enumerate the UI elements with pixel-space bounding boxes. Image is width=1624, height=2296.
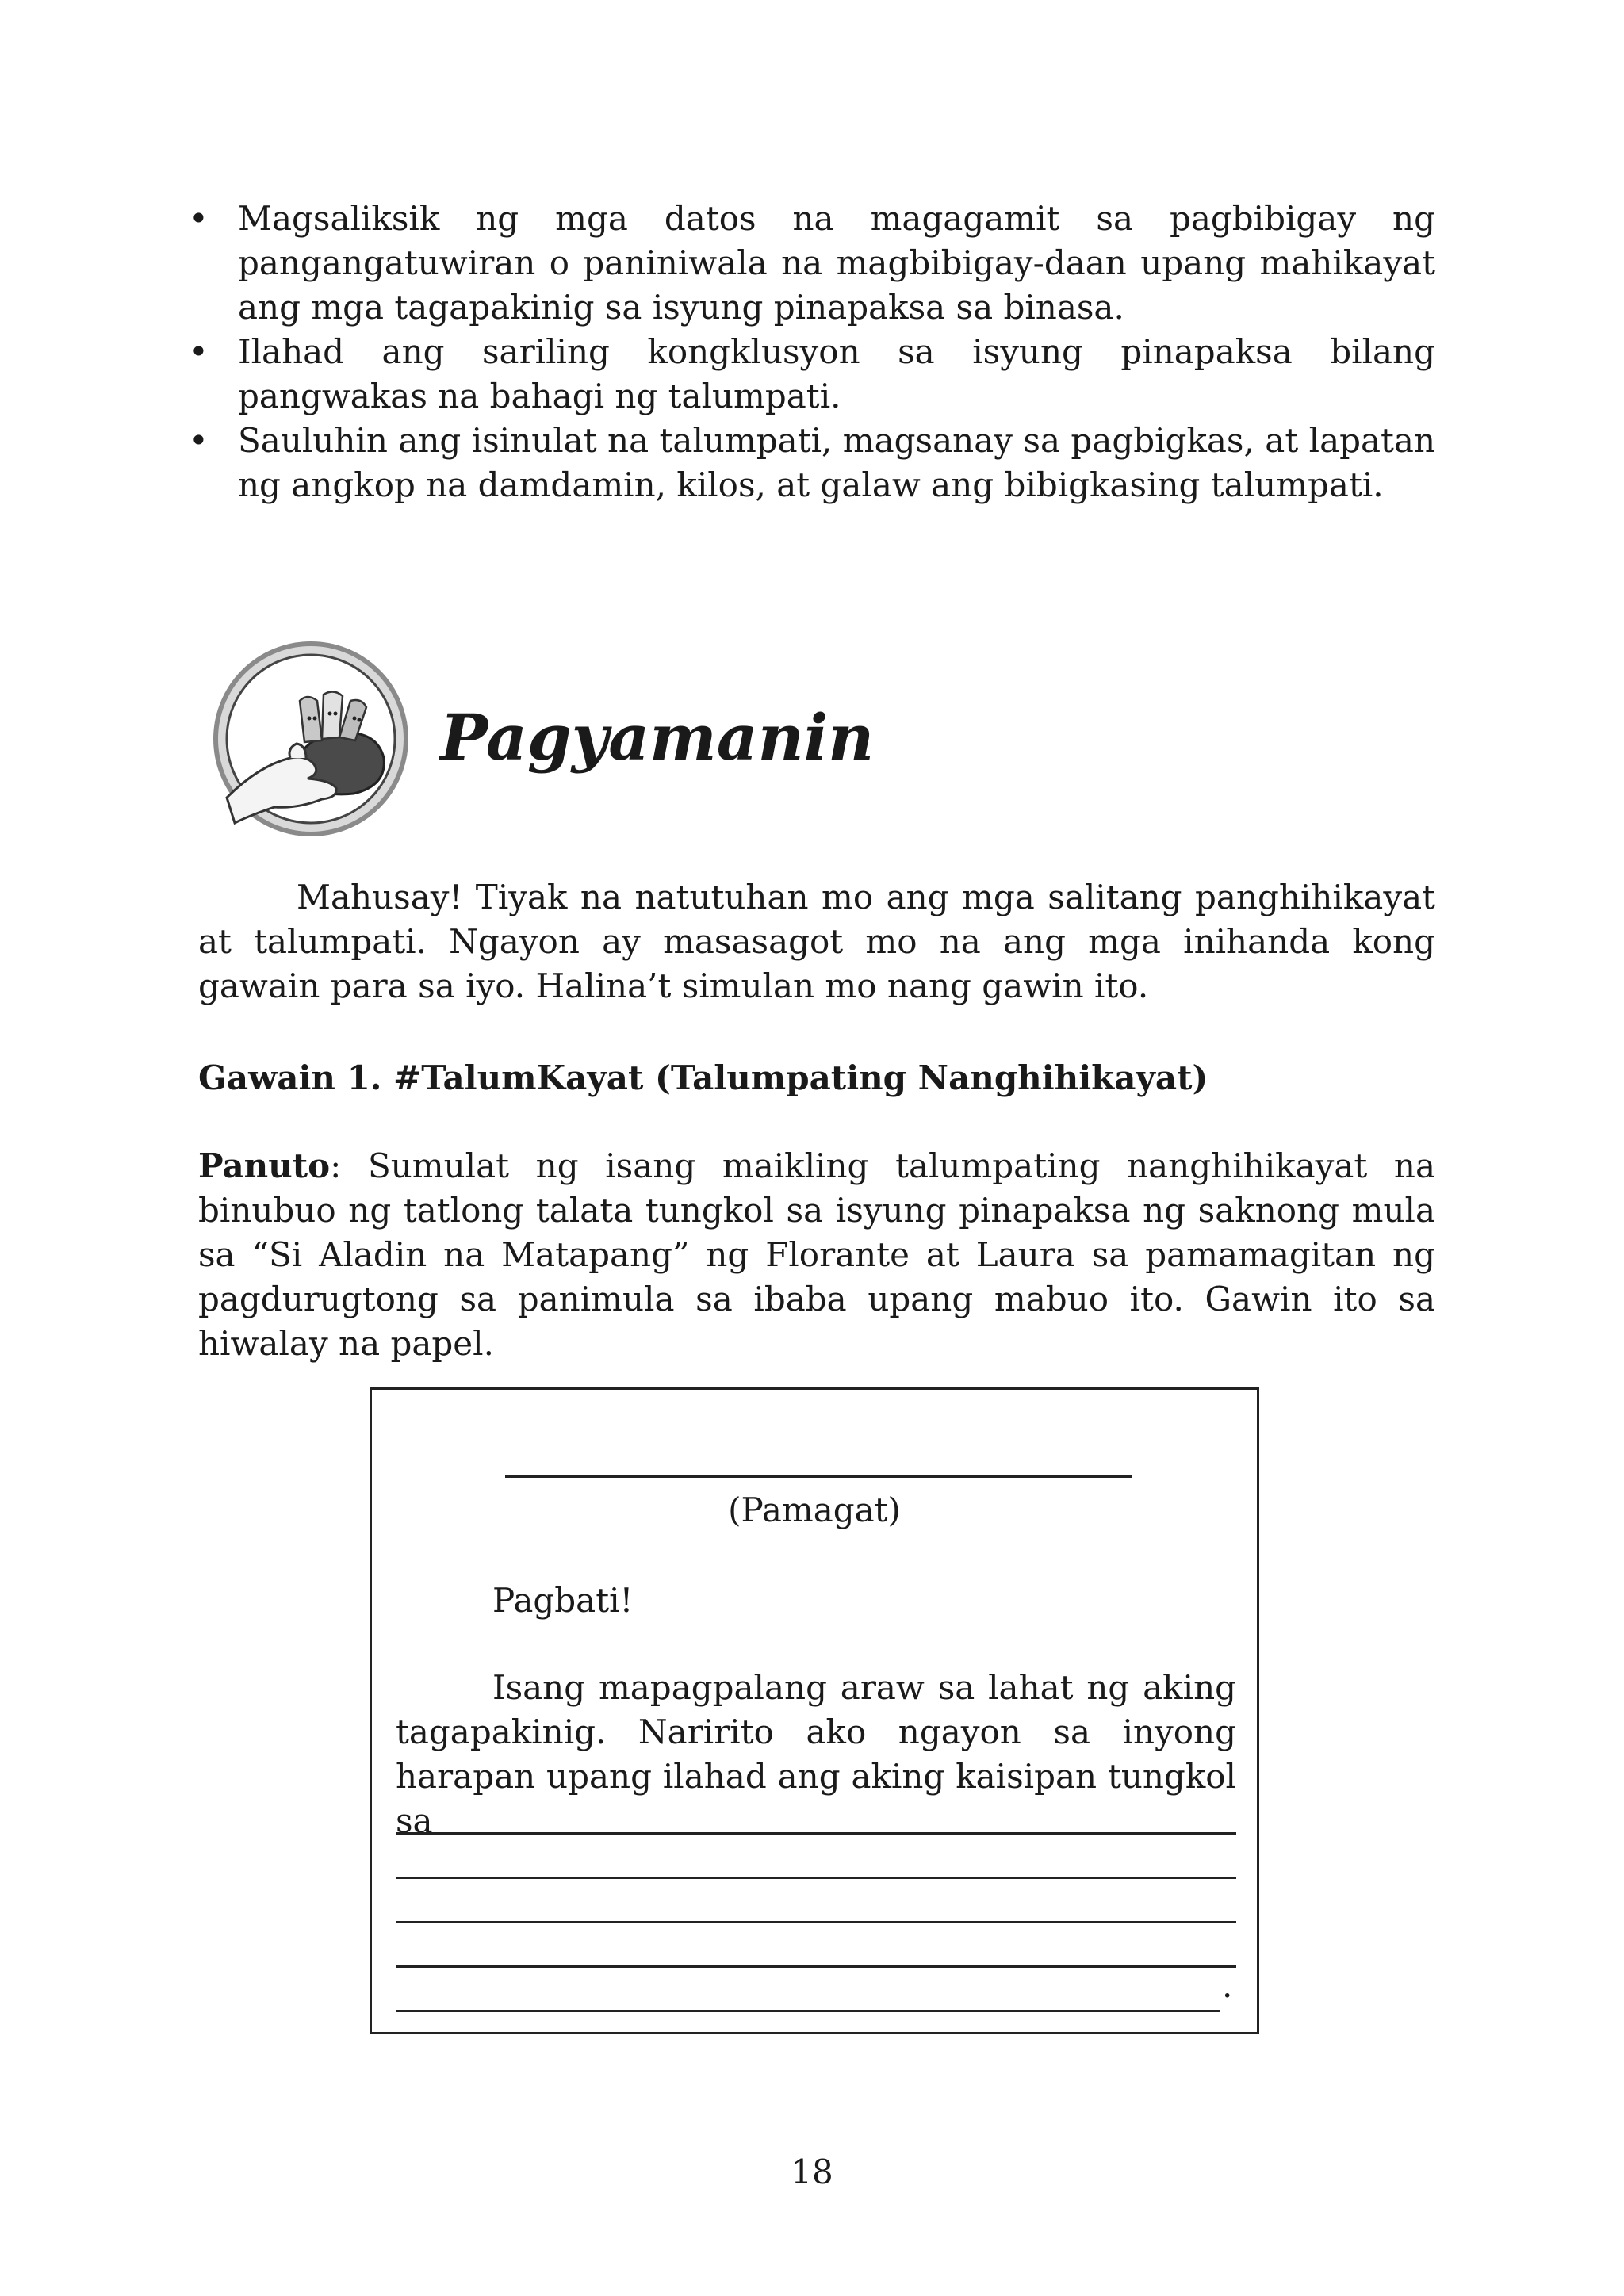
answer-line (396, 1965, 1236, 1968)
title-label: (Pamagat) (728, 1490, 901, 1529)
speech-opening-text: Isang mapagpalang araw sa lahat ng aking tagapakinig. Naririto ako ngayon sa inyong harapan upang ilahad ang aking kaisipan tungkol sa (396, 1668, 1236, 1840)
bullet-item: • Sauluhin ang isinulat na talumpati, magsanay sa pagbigkas, at lapatan ng angkop na damdamin, kilos, at galaw ang bibigkasing talumpati. (238, 419, 1435, 507)
bullet-item: • Magsaliksik ng mga datos na magagamit sa pagbibigay ng pangangatuwiran o paniniwala na magbibigay-daan upang mahikayat ang mga tagapakinig sa isyung pinapaksa sa binasa. (238, 197, 1435, 330)
answer-line (396, 2010, 1220, 2012)
speech-template-box (370, 1387, 1259, 2034)
answer-line (396, 1877, 1236, 1879)
answer-line (396, 1832, 1236, 1835)
activity-title: Gawain 1. #TalumKayat (Talumpating Nanghihikayat) (198, 1058, 1208, 1097)
instructions-text: : Sumulat ng isang maikling talumpating nanghihikayat na binubuo ng tatlong talata tungkol sa isyung pinapaksa ng saknong mula sa “Si Aladin na Matapang” ng Florante at Laura sa pamamagitan ng pagdurugtong sa panimula sa ibaba upang mabuo ito. Gawin ito sa hiwalay na papel. (198, 1146, 1435, 1363)
intro-paragraph: Mahusay! Tiyak na natutuhan mo ang mga salitang panghihikayat at talumpati. Ngayon ay masasagot mo na ang mga inihanda kong gawain para sa iyo. Halina’t simulan mo nang gawin ito. (198, 878, 1435, 1005)
instructions-label: Panuto (198, 1146, 331, 1185)
end-period: . (1222, 1966, 1233, 2005)
title-blank-line (505, 1475, 1132, 1478)
greeting-text: Pagbati! (492, 1581, 634, 1620)
instruction-bullet-list (238, 197, 1435, 507)
bullet-item: • Ilahad ang sariling kongklusyon sa isyung pinapaksa bilang pangwakas na bahagi ng talumpati. (238, 330, 1435, 419)
answer-line (396, 1921, 1236, 1923)
page-number: 18 (791, 2152, 833, 2191)
section-title: Pagyamanin (440, 700, 875, 775)
instructions-paragraph (198, 1144, 1435, 1366)
hand-holding-pouch-icon (211, 639, 411, 839)
